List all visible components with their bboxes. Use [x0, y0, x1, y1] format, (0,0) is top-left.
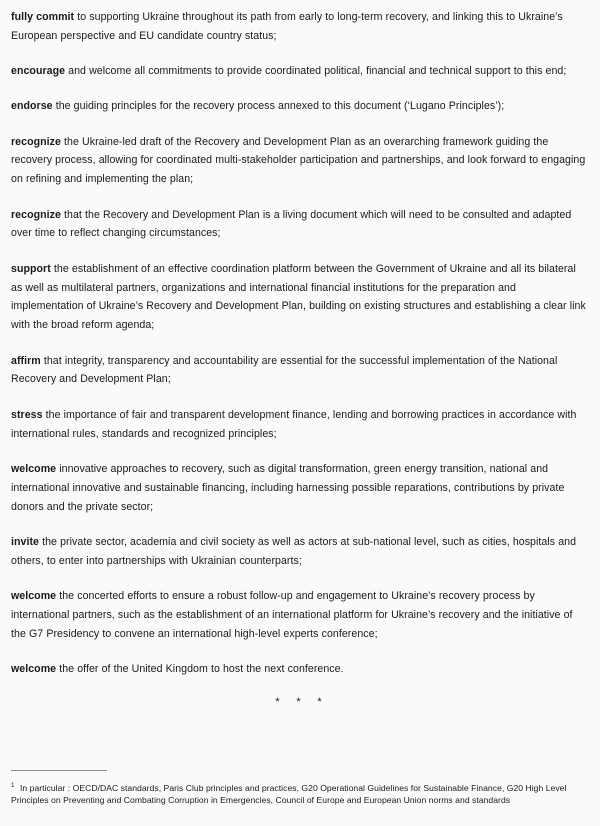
- clause-body: the concerted efforts to ensure a robust follow-up and engagement to Ukraine’s recovery process by international partners, such as the establishment of an international platform for Ukraine’s recovery and the initiative of the G7 Presidency to convene an international high-level experts conference;: [11, 589, 573, 640]
- footnote-area: [11, 770, 586, 807]
- clause-lead-verb: fully commit: [11, 11, 75, 23]
- clause-item: [11, 62, 586, 81]
- clause-lead-verb: recognize: [11, 135, 61, 148]
- clause-body: the establishment of an effective coordination platform between the Government of Ukraine and all its bilateral as well as multilateral partners, organizations and international financial institutions for the preparation and implementation of Ukraine’s Recovery and Development Plan, building on existing structures and establishing a clear link with the broad reform agenda;: [11, 262, 586, 332]
- clause-item: [11, 460, 586, 517]
- clause-item: [11, 8, 586, 46]
- clause-lead-verb: welcome: [11, 462, 57, 475]
- clause-body: the Ukraine-led draft of the Recovery and Development Plan as an overarching framework guiding the recovery process, allowing for coordinated multi-stakeholder participation and partnerships, and look forward to engaging on refining and implementing the plan;: [11, 135, 586, 186]
- clause-item: [11, 206, 586, 244]
- clause-lead-verb: recognize: [11, 208, 61, 221]
- clause-body: innovative approaches to recovery, such as digital transformation, green energy transition, national and international innovative and sustainable financing, including harnessing possible reparations, contributions by private donors and the private sector;: [11, 462, 565, 513]
- clause-body: the importance of fair and transparent development finance, lending and borrowing practices in accordance with international rules, standards and recognized principles;: [11, 408, 577, 440]
- clause-item: [11, 97, 586, 116]
- clause-body: to supporting Ukraine throughout its path from early to long-term recovery, and linking this to Ukraine’s European perspective and EU candidate country status;: [11, 11, 563, 42]
- clause-item: [11, 587, 586, 644]
- footnote-body: In particular : OECD/DAC standards, Paris Club principles and practices, G20 Operational Guidelines for Sustainable Finance, G20 High Level Principles on Preventing and Combating Corruption in Emergencies, Council of Europe and European Union norms and standards: [11, 782, 567, 806]
- clause-item: [11, 260, 586, 336]
- clause-item: [11, 133, 586, 190]
- clause-lead-verb: affirm: [11, 354, 41, 367]
- clause-list: [11, 8, 586, 679]
- clause-item: [11, 660, 586, 679]
- clause-lead-verb: invite: [11, 535, 39, 548]
- footnote-text: [11, 780, 586, 807]
- clause-body: the offer of the United Kingdom to host the next conference.: [56, 662, 344, 675]
- clause-body: the private sector, academia and civil society as well as actors at sub-national level, such as cities, hospitals and others, to enter into partnerships with Ukrainian counterparts;: [11, 535, 577, 567]
- clause-item: [11, 352, 586, 390]
- clause-lead-verb: encourage: [11, 65, 66, 78]
- section-separator-asterisks: * * *: [275, 696, 329, 709]
- clause-body: and welcome all commitments to provide coordinated political, financial and technical support to this end;: [65, 65, 567, 78]
- clause-lead-verb: welcome: [11, 589, 57, 602]
- clause-lead-verb: endorse: [11, 100, 53, 113]
- footnote-marker: 1: [11, 781, 15, 789]
- clause-body: that integrity, transparency and accountability are essential for the successful implementation of the National Recovery and Development Plan;: [11, 354, 558, 386]
- footnote-divider-rule: [11, 770, 107, 771]
- clause-item: [11, 406, 586, 444]
- clause-body: the guiding principles for the recovery process annexed to this document (‘Lugano Principles’);: [52, 100, 505, 113]
- clause-body: that the Recovery and Development Plan is a living document which will need to be consulted and adapted over time to reflect changing circumstances;: [11, 208, 572, 240]
- clause-lead-verb: stress: [11, 408, 43, 421]
- clause-lead-verb: welcome: [11, 662, 57, 675]
- clause-item: [11, 533, 586, 571]
- clause-lead-verb: support: [11, 262, 51, 275]
